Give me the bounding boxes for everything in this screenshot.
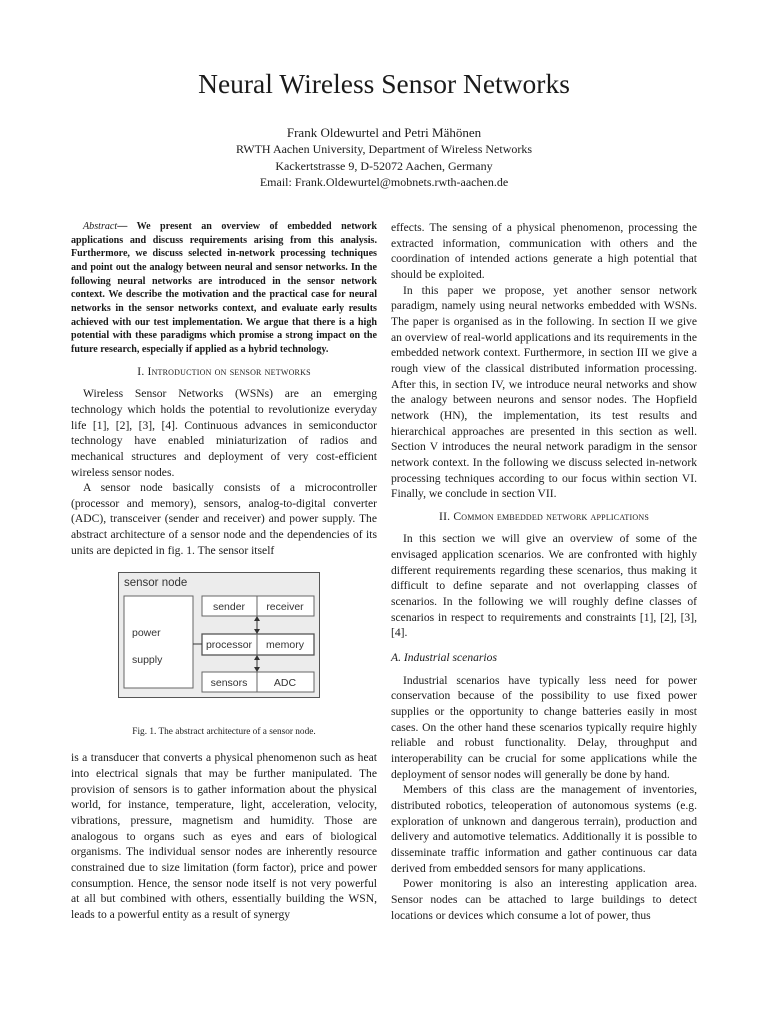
power-supply-label-1: power — [132, 627, 161, 640]
address-line: Kackertstrasse 9, D-52072 Aachen, Germany — [275, 158, 493, 173]
sensor-node-diagram — [118, 572, 320, 698]
author-names: Frank Oldewurtel and Petri Mähönen — [286, 125, 482, 140]
power-supply-box — [124, 596, 193, 688]
affiliation-line: RWTH Aachen University, Department of Wireless Networks — [235, 142, 533, 156]
paragraph: In this section we will give an overview of some of the envisaged application scenarios. We are confronted with highly different requirements regarding these scenarios, thus making it difficult to define separate and not overlapping classes of scenarios. In the following we will roughly define classes of scenarios in respect to requirements and constraints [1], [2], [3], [4]. — [391, 532, 697, 640]
paragraph: Members of this class are the management of inventories, distributed robotics, teleoperation of autonomous systems (e.g. exploration of unknown and dangerous terrain), production and delivery and automotive telematics. Additionally it is possible to disseminate traffic information and gather continuous car data derived from embedded sensors for many applications. — [391, 783, 697, 875]
sensors-label: sensors — [210, 677, 248, 690]
section-heading-2: II. Common embedded network applications — [439, 509, 649, 523]
abstract-body: — We present an overview of embedded network applications and discuss requirements arising from this analysis. Furthermore, we discuss selected in-network processing techniques and point out the analogy between neural and sensor networks. In the following neural networks are introduced in the sensor network context. We describe the motivation and the practical case for neural networks in the sensor networks context, and evaluate early results achieved with our test implementation. We argue that there is a high potential with these paradigms which promise a strong impact on the future research, especially if applied as a hybrid technology. — [71, 221, 377, 355]
paragraph: In this paper we propose, yet another sensor network paradigm, namely using neural networks embedded with WSNs. The paper is organised as in the following. In section II we give an overview of real-world applications and its requirements in the embedded network context. Furthermore, in section III we give a rough view of the classical distributed information processing. After this, in section IV, we introduce neural networks and show the analogy between neurons and sensor nodes. The Hopfield network (HN), the implementation, its test results and hierarchical approaches are presented in this section as well. Section V introduces the neural network paradigm in the sensor network context. In the following we discuss selected in-network processing techniques according to our focus within section VI. Finally, we conclude in section VII. — [391, 283, 697, 501]
paper-title: Neural Wireless Sensor Networks — [198, 68, 570, 99]
section-heading-1: I. Introduction on sensor networks — [137, 364, 311, 378]
paragraph: is a transducer that converts a physical phenomenon such as heat into electrical signals that may be further manipulated. The provision of sensors is to gather information about the physical world, for instance, temperature, light, acceleration, velocity, vibrations, pressure, magnetism and humidity. Those are analogous to organs such as eyes and ears of biological organisms. The individual sensor nodes are inherently resource constrained due to size limitation (form factor), price and power consumption. Hence, the sensor node itself is not very powerful at all but combined with others, essentially building the WSN, leads to a powerful entity as a result of synergy — [71, 751, 377, 921]
power-supply-label-2: supply — [132, 654, 163, 667]
paragraph: A sensor node basically consists of a microcontroller (processor and memory), sensors, analog-to-digital converter (ADC), transceiver (sender and receiver) and power supply. The abstract architecture of a sensor node and the dependencies of its units are depicted in fig. 1. The sensor itself — [71, 481, 377, 557]
paragraph: Wireless Sensor Networks (WSNs) are an emerging technology which holds the potential to revolutionize everyday life [1], [2], [3], [4]. Continuous advances in semiconductor technology have enabled miniaturization of radios and mechanical structures and deployment of very cost-efficient wireless sensor nodes. — [71, 387, 377, 479]
subsection-heading: A. Industrial scenarios — [391, 651, 497, 665]
processor-label: processor — [205, 639, 253, 652]
paragraph: effects. The sensing of a physical phenomenon, processing the extracted information, communication with others and the coordination of intended actions generate a high potential that should be exploited. — [391, 221, 697, 281]
paragraph: Industrial scenarios have typically less need for power conservation because of the possibility to use fixed power supplies or the opportunity to change batteries easily in most cases. On the other hand these scenarios typically require highly reliable and robust functionality. Delay, throughput and interoperability can be crucial for some applications while the deployment of sensor nodes will generally be done by hand. — [391, 673, 697, 781]
figure-1 — [71, 572, 377, 726]
abstract — [71, 220, 377, 357]
receiver-label: receiver — [266, 601, 304, 614]
memory-label: memory — [266, 639, 304, 652]
left-column — [71, 220, 377, 923]
paragraph: Power monitoring is also an interesting application area. Sensor nodes can be attached to large buildings to detect locations or devices which consume a lot of power, thus — [391, 877, 697, 922]
sensor-node-label: sensor node — [124, 577, 188, 590]
adc-label: ADC — [273, 677, 297, 690]
figure-caption: Fig. 1. The abstract architecture of a sensor node. — [132, 727, 316, 738]
email-line: Email: Frank.Oldewurtel@mobnets.rwth-aachen.de — [259, 175, 509, 189]
right-column — [391, 220, 697, 923]
sender-label: sender — [212, 601, 246, 614]
abstract-label: Abstract — [83, 221, 118, 232]
affiliation-block — [0, 141, 768, 191]
